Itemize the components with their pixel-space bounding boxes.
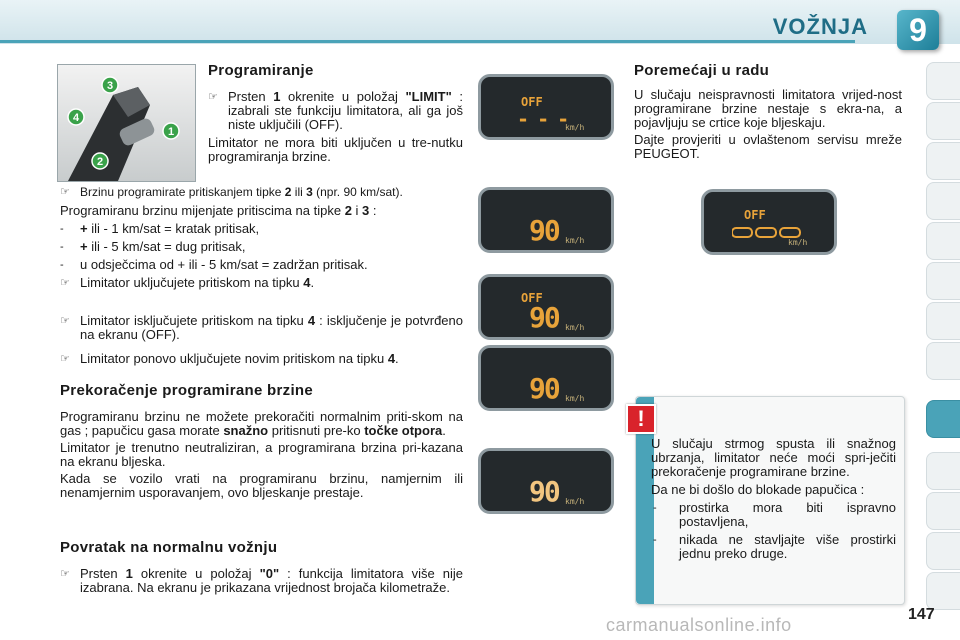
list-item: - + ili - 1 km/sat = kratak pritisak, xyxy=(60,221,260,236)
side-tab[interactable] xyxy=(926,182,960,220)
stalk-label-2: 2 xyxy=(96,156,104,168)
side-tab-active[interactable] xyxy=(926,400,960,438)
steering-stalk-illustration xyxy=(57,64,196,182)
side-tab[interactable] xyxy=(926,222,960,260)
hand-pointer-icon: ☞ xyxy=(208,91,218,103)
heading-programiranje: Programiranje xyxy=(208,62,314,79)
page-number: 147 xyxy=(908,606,935,623)
display-off-90: OFF 90 km/h xyxy=(478,274,614,340)
section-prekoracenje xyxy=(60,384,463,500)
hand-pointer-icon: ☞ xyxy=(60,568,70,580)
display-speed-90: 90 km/h xyxy=(478,187,614,253)
display-off-dashes: OFF - - - km/h xyxy=(478,74,614,140)
paragraph: Programiranu brzinu mijenjate pritiscima na tipke 2 i 3 : xyxy=(60,203,377,218)
side-tab[interactable] xyxy=(926,302,960,340)
side-tab[interactable] xyxy=(926,532,960,570)
section-poremecaji xyxy=(634,64,902,161)
list-item: ☞ Limitator isključujete pritiskom na tipku 4 : isključenje je potvrđeno na ekranu (OFF). xyxy=(60,313,463,342)
list-item: ☞ Prsten 1 okrenite u položaj "LIMIT" : izabrali ste funkciju limitatora, ali ga još niste uključili (OFF). xyxy=(208,89,463,132)
heading-poremecaji: Poremećaji u radu xyxy=(634,62,770,79)
side-tabs xyxy=(926,62,960,622)
side-tab[interactable] xyxy=(926,62,960,100)
warning-text xyxy=(651,437,896,561)
paragraph: Da ne bi došlo do blokade papučica : xyxy=(651,482,865,497)
display-speed-flashing: 90 km/h xyxy=(478,448,614,514)
stalk-label-3: 3 xyxy=(106,80,114,92)
chapter-title: VOŽNJA xyxy=(772,14,868,39)
paragraph: Programiranu brzinu ne možete prekoračiti normalnim priti-skom na gas ; papučicu gasa morate snažno pritisnuti pre-ko točke otpora. xyxy=(60,409,463,438)
heading-povratak: Povratak na normalnu vožnju xyxy=(60,539,278,556)
side-tab[interactable] xyxy=(926,342,960,380)
side-tab[interactable] xyxy=(926,142,960,180)
paragraph: Limitator ne mora biti uključen u tre-nutku programiranja brzine. xyxy=(208,135,463,164)
display-fault-dashes: OFF km/h xyxy=(701,189,837,255)
heading-prekoracenje: Prekoračenje programirane brzine xyxy=(60,382,314,399)
side-tab[interactable] xyxy=(926,452,960,490)
hand-pointer-icon: ☞ xyxy=(60,315,70,327)
section-programiranje xyxy=(208,64,463,164)
stalk-label-4: 4 xyxy=(72,112,80,124)
stalk-label-1: 1 xyxy=(167,126,175,138)
paragraph: Kada se vozilo vrati na programiranu brzinu, namjernim ili nenamjernim usporavanjem, ovo bljeskanje prestaje. xyxy=(60,471,463,500)
list-item: ☞ Limitator uključujete pritiskom na tipku 4. xyxy=(60,275,315,290)
paragraph: Limitator je trenutno neutraliziran, a programirana brzina pri-kazana na ekranu bljeska. xyxy=(60,440,463,469)
list-item: - + ili - 5 km/sat = dug pritisak, xyxy=(60,239,246,254)
list-item: - nikada ne stavljajte više prostirki jednu preko druge. xyxy=(653,532,896,561)
side-tab[interactable] xyxy=(926,572,960,610)
paragraph: U slučaju neispravnosti limitatora vrijed-nost programirane brzine nestaje s ekra-na, a pojavljuju se crtice koje bljeskaju. xyxy=(634,87,902,130)
paragraph: Dajte provjeriti u ovlaštenom servisu mreže PEUGEOT. xyxy=(634,132,902,161)
hand-pointer-icon: ☞ xyxy=(60,277,70,289)
stalk-drawing xyxy=(58,65,195,181)
side-tab[interactable] xyxy=(926,102,960,140)
hand-pointer-icon: ☞ xyxy=(60,186,70,198)
watermark: carmanualsonline.info xyxy=(606,615,792,635)
section-povratak xyxy=(60,541,463,595)
list-item: ☞ Prsten 1 okrenite u položaj "0" : funkcija limitatora više nije izabrana. Na ekranu je prikazana vrijednost brojača kilometraže. xyxy=(60,566,464,595)
hand-pointer-icon: ☞ xyxy=(60,353,70,365)
section-speed-programming xyxy=(60,185,463,366)
list-item: - prostirka mora biti ispravno postavljena, xyxy=(653,500,896,529)
paragraph: U slučaju strmog spusta ili snažnog ubrzanja, limitator neće moći spri-ječiti prekoračenje programirane brzine. xyxy=(651,436,896,479)
chapter-number-badge: 9 xyxy=(897,10,939,50)
list-item: ☞ Brzinu programirate pritiskanjem tipke 2 ili 3 (npr. 90 km/sat). xyxy=(60,185,403,199)
list-item: ☞ Limitator ponovo uključujete novim pritiskom na tipku 4. xyxy=(60,351,399,366)
list-item: - u odsječcima od + ili - 5 km/sat = zadržan pritisak. xyxy=(60,257,368,272)
exclamation-icon: ! xyxy=(626,404,656,434)
side-tab[interactable] xyxy=(926,262,960,300)
side-tab[interactable] xyxy=(926,492,960,530)
display-speed-90-on: 90 km/h xyxy=(478,345,614,411)
header-rule xyxy=(0,40,855,43)
